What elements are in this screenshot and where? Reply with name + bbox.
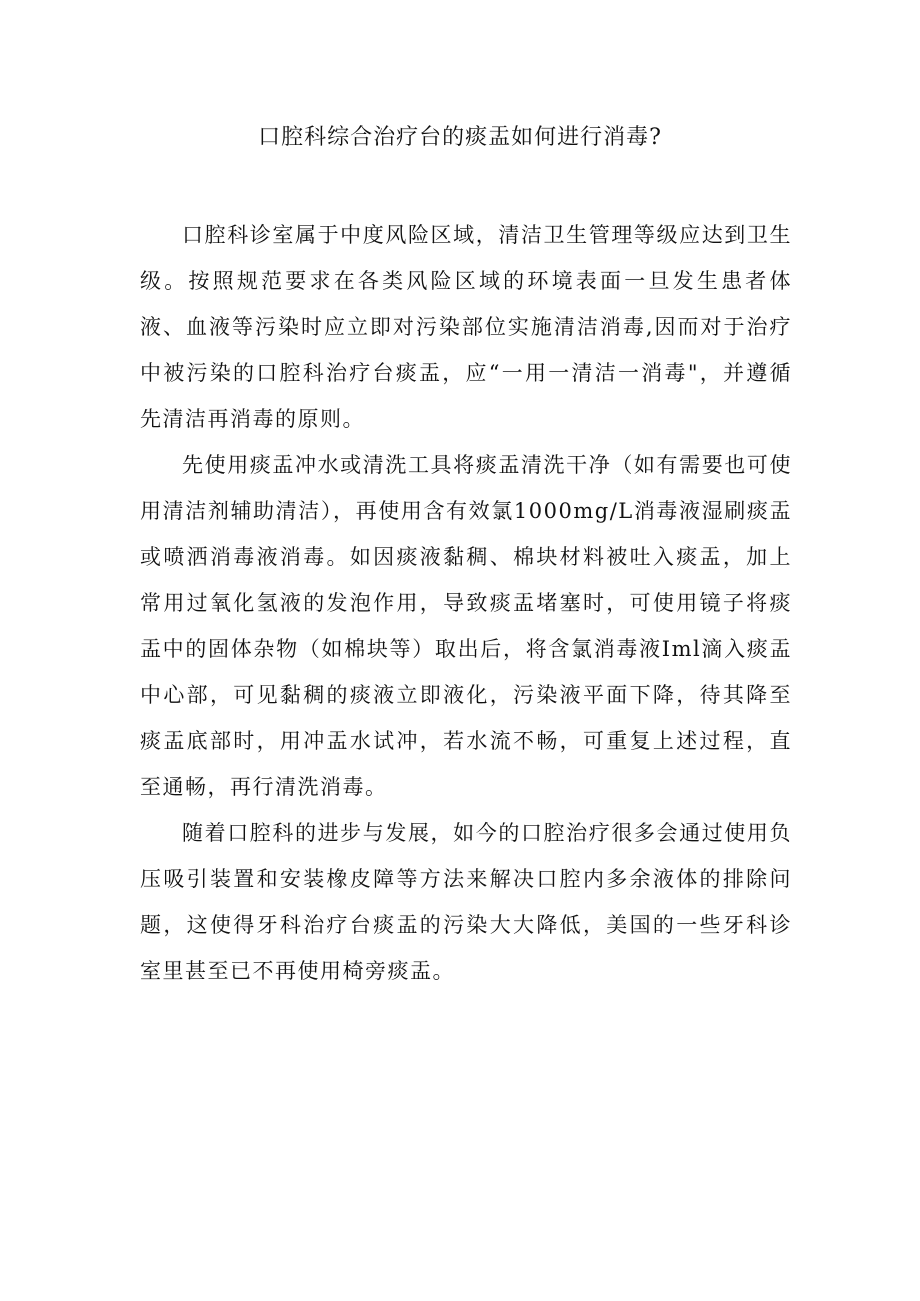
paragraph-cleaning-procedure: 先使用痰盂冲水或清洗工具将痰盂清洗干净（如有需要也可使用清洁剂辅助清洁），再使用含有效氯1000mg/L消毒液湿刷痰盂或喷洒消毒液消毒。如因痰液黏稠、棉块材料被吐入痰盂，加上常用过氧化氢液的发泡作用，导致痰盂堵塞时，可使用镜子将痰盂中的固体杂物（如棉块等）取出后，将含氯消毒液Iml滴入痰盂中心部，可见黏稠的痰液立即液化，污染液平面下降，待其降至痰盂底部时，用冲盂水试冲，若水流不畅，可重复上述过程，直至通畅，再行清洗消毒。 xyxy=(140,453,792,799)
document-body xyxy=(140,212,792,994)
paragraph-modern-development: 随着口腔科的进步与发展，如今的口腔治疗很多会通过使用负压吸引装置和安装橡皮障等方法来解决口腔内多余液体的排除问题，这使得牙科治疗台痰盂的污染大大降低，美国的一些牙科诊室里甚至已不再使用椅旁痰盂。 xyxy=(140,821,792,983)
paragraph-risk-level: 口腔科诊室属于中度风险区域，清洁卫生管理等级应达到卫生级。按照规范要求在各类风险区域的环境表面一旦发生患者体液、血液等污染时应立即对污染部位实施清洁消毒,因而对于治疗中被污染的口腔科治疗台痰盂，应“一用一清洁一消毒"，并遵循先清洁再消毒的原则。 xyxy=(140,223,792,431)
document-title: 口腔科综合治疗台的痰盂如何进行消毒? xyxy=(258,125,662,150)
